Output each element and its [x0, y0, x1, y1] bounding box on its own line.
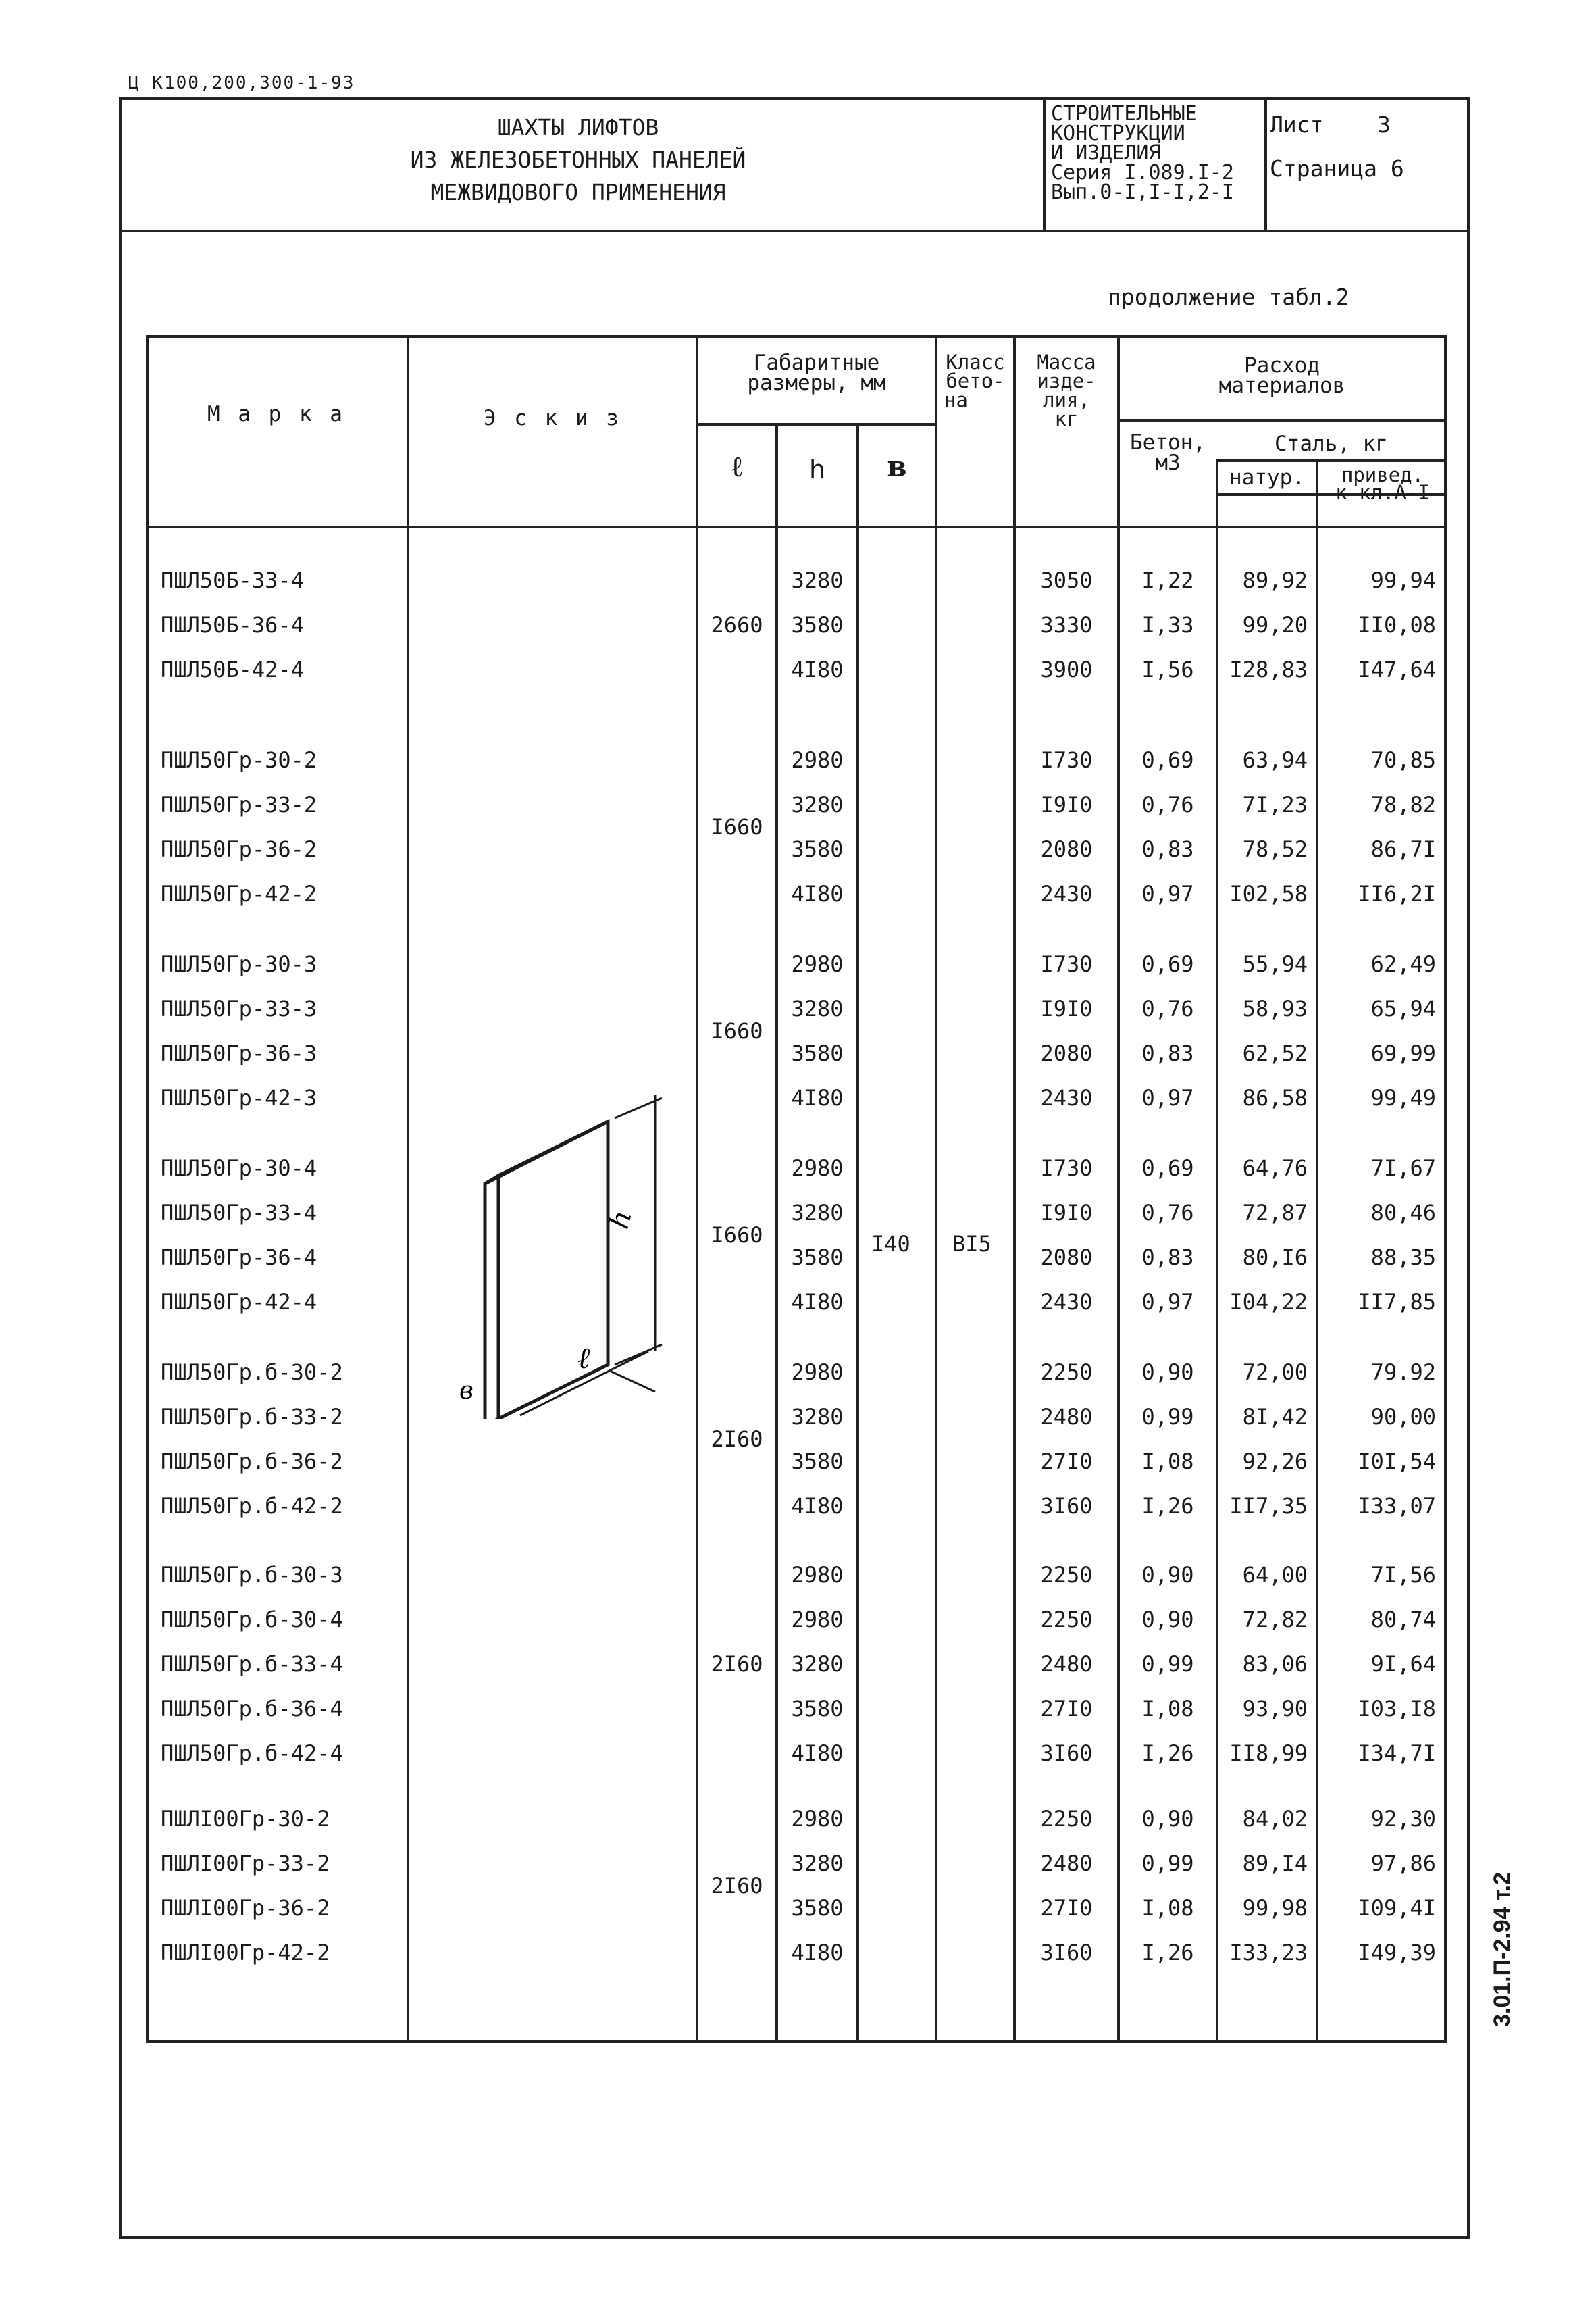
cell-concrete: 0,90	[1141, 1359, 1194, 1385]
series-block	[1051, 104, 1267, 202]
cell-mark: ПШЛ50Гр.б-30-3	[161, 1562, 343, 1588]
cell-concrete: 0,99	[1141, 1851, 1194, 1876]
column-header-mark: М а р к а	[207, 402, 345, 426]
cell-mass: 2080	[1040, 1244, 1093, 1270]
column-header-dimensions	[698, 353, 935, 393]
cell-concrete: 0,97	[1141, 1289, 1194, 1315]
table-border	[146, 335, 149, 2043]
cell-steel-natural: 99,98	[1242, 1895, 1308, 1921]
cell-mass: 3330	[1040, 612, 1093, 638]
cell-h: 2980	[791, 951, 844, 977]
document-title	[119, 111, 1037, 209]
header-line-text: изде-	[1037, 370, 1096, 393]
cell-steel-reduced: 99,49	[1370, 1085, 1436, 1111]
cell-h: 3280	[791, 792, 844, 818]
cell-steel-natural: 86,58	[1242, 1085, 1308, 1111]
cell-mark: ПШЛ50Гр.б-30-4	[161, 1607, 343, 1632]
cell-steel-reduced: 86,7I	[1370, 836, 1436, 862]
cell-mark: ПШЛ50Гр.б-33-2	[161, 1404, 343, 1430]
cell-steel-reduced: 65,94	[1370, 996, 1436, 1022]
cell-steel-reduced: I03,I8	[1358, 1696, 1436, 1721]
cell-concrete: 0,99	[1141, 1651, 1194, 1677]
cell-h: 3280	[791, 1200, 844, 1226]
header-line	[696, 423, 935, 426]
cell-mark: ПШЛ50Гр-30-2	[161, 747, 317, 773]
cell-steel-reduced: 90,00	[1370, 1404, 1436, 1430]
cell-concrete: I,08	[1141, 1895, 1194, 1921]
cell-mass: 2080	[1040, 836, 1093, 862]
cell-concrete: I,56	[1141, 657, 1194, 682]
cell-b-common: I40	[871, 1231, 910, 1257]
cell-steel-natural: 72,87	[1242, 1200, 1308, 1226]
cell-mark: ПШЛ50Гр-33-2	[161, 792, 317, 818]
cell-steel-reduced: I0I,54	[1358, 1449, 1436, 1474]
cell-h: 3280	[791, 1404, 844, 1430]
cell-concrete: 0,90	[1141, 1562, 1194, 1588]
header-line-text: Бетон,	[1130, 430, 1206, 455]
column-header-concrete-class	[937, 353, 1013, 409]
table-header-bottom	[146, 526, 1447, 528]
cell-mass: I9I0	[1040, 792, 1093, 818]
cell-steel-reduced: II0,08	[1358, 612, 1436, 638]
cell-steel-reduced: I49,39	[1358, 1940, 1436, 1965]
page-number: 6	[1390, 155, 1404, 182]
cell-steel-natural: I04,22	[1229, 1289, 1308, 1315]
cell-h: 3580	[791, 1040, 844, 1066]
cell-mass: I730	[1040, 951, 1093, 977]
header-line-text: к кл.А-I	[1335, 481, 1430, 504]
series-line: Серия I.089.I-2	[1051, 161, 1234, 184]
cell-h: 4I80	[791, 1740, 844, 1766]
cell-mark: ПШЛI00Гр-36-2	[161, 1895, 330, 1921]
cell-mark: ПШЛI00Гр-33-2	[161, 1851, 330, 1876]
sketch-label-l: ℓ	[577, 1341, 590, 1376]
header-line-text: привед.	[1341, 463, 1424, 486]
cell-mass: 27I0	[1040, 1449, 1093, 1474]
sketch-label-h: h	[603, 1207, 638, 1232]
cell-h: 2980	[791, 747, 844, 773]
cell-h: 2980	[791, 1155, 844, 1181]
cell-steel-natural: II8,99	[1229, 1740, 1308, 1766]
header-line	[1117, 419, 1447, 422]
series-line: И ИЗДЕЛИЯ	[1051, 141, 1161, 165]
column-header-mass	[1016, 353, 1117, 428]
column-header-b: в	[887, 450, 907, 483]
cell-h: 4I80	[791, 1085, 844, 1111]
cell-steel-reduced: 78,82	[1370, 792, 1436, 818]
cell-steel-natural: 62,52	[1242, 1040, 1308, 1066]
header-line-text: лия,	[1043, 388, 1090, 411]
cell-h: 3580	[791, 1895, 844, 1921]
series-line: Вып.0-I,I-I,2-I	[1051, 180, 1234, 204]
cell-mark: ПШЛI00Гр-42-2	[161, 1940, 330, 1965]
cell-mark: ПШЛ50Гр-42-3	[161, 1085, 317, 1111]
cell-class-common: BI5	[952, 1231, 992, 1257]
cell-steel-reduced: I09,4I	[1358, 1895, 1436, 1921]
table-continuation-note: продолжение табл.2	[1108, 284, 1349, 310]
cell-concrete: 0,83	[1141, 1040, 1194, 1066]
column-header-steel: Сталь, кг	[1275, 432, 1388, 456]
cell-steel-reduced: 7I,67	[1370, 1155, 1436, 1181]
cell-steel-natural: I33,23	[1229, 1940, 1308, 1965]
cell-steel-natural: 92,26	[1242, 1449, 1308, 1474]
series-line: СТРОИТЕЛЬНЫЕ	[1051, 102, 1198, 126]
cell-concrete: 0,97	[1141, 881, 1194, 907]
cell-mass: 2250	[1040, 1607, 1093, 1632]
cell-l: I660	[711, 1222, 763, 1248]
cell-steel-natural: 84,02	[1242, 1806, 1308, 1832]
cell-steel-reduced: 92,30	[1370, 1806, 1436, 1832]
column-header-l: ℓ	[731, 450, 742, 483]
cell-mark: ПШЛ50Гр-36-4	[161, 1244, 317, 1270]
panel-top-edge	[485, 1122, 608, 1184]
cell-mass: I9I0	[1040, 996, 1093, 1022]
cell-steel-reduced: II6,2I	[1358, 881, 1436, 907]
cell-mark: ПШЛ50Гр-30-3	[161, 951, 317, 977]
column-line	[696, 335, 698, 2043]
title-divider	[1043, 97, 1046, 232]
cell-h: 3580	[791, 1449, 844, 1474]
table-border	[146, 2040, 1447, 2043]
cell-h: 4I80	[791, 1940, 844, 1965]
cell-steel-natural: 93,90	[1242, 1696, 1308, 1721]
page-label: Страница	[1270, 155, 1377, 182]
header-line-text: кг	[1054, 407, 1079, 430]
column-line	[935, 335, 937, 2043]
column-header-consumption	[1120, 355, 1444, 396]
cell-steel-natural: 72,82	[1242, 1607, 1308, 1632]
cell-steel-reduced: 7I,56	[1370, 1562, 1436, 1588]
cell-concrete: I,33	[1141, 612, 1194, 638]
cell-concrete: 0,90	[1141, 1806, 1194, 1832]
cell-h: 3580	[791, 1696, 844, 1721]
cell-steel-natural: 58,93	[1242, 996, 1308, 1022]
cell-mark: ПШЛ50Гр-36-2	[161, 836, 317, 862]
cell-mark: ПШЛ50Гр.б-33-4	[161, 1651, 343, 1677]
cell-steel-natural: 80,I6	[1242, 1244, 1308, 1270]
cell-mark: ПШЛ50Гр-30-4	[161, 1155, 317, 1181]
cell-steel-reduced: I33,07	[1358, 1493, 1436, 1519]
cell-steel-natural: 83,06	[1242, 1651, 1308, 1677]
cell-steel-reduced: I34,7I	[1358, 1740, 1436, 1766]
cell-concrete: 0,83	[1141, 1244, 1194, 1270]
cell-steel-reduced: 69,99	[1370, 1040, 1436, 1066]
sheet-info	[1270, 103, 1466, 191]
cell-concrete: 0,99	[1141, 1404, 1194, 1430]
cell-mass: 2480	[1040, 1404, 1093, 1430]
cell-mass: 2250	[1040, 1562, 1093, 1588]
column-line	[856, 423, 859, 2043]
title-line: МЕЖВИДОВОГО ПРИМЕНЕНИЯ	[430, 179, 726, 205]
table-border	[146, 335, 1447, 338]
table-border	[1444, 335, 1447, 2043]
cell-concrete: I,26	[1141, 1740, 1194, 1766]
cell-mass: 2430	[1040, 1289, 1093, 1315]
sheet-label: Лист	[1270, 111, 1324, 138]
header-line-text: бето-	[946, 370, 1005, 393]
cell-mark: ПШЛ50Гр-42-2	[161, 881, 317, 907]
cell-mass: 2430	[1040, 1085, 1093, 1111]
cell-l: I660	[711, 1018, 763, 1044]
cell-steel-reduced: 79.92	[1370, 1359, 1436, 1385]
header-line-text: материалов	[1218, 374, 1345, 398]
cell-mark: ПШЛ50Б-33-4	[161, 568, 304, 593]
cell-mass: I9I0	[1040, 1200, 1093, 1226]
cell-mass: 2250	[1040, 1359, 1093, 1385]
cell-l: 2I60	[711, 1651, 763, 1677]
panel-face	[498, 1122, 608, 1419]
cell-mark: ПШЛ50Б-36-4	[161, 612, 304, 638]
panel-edge	[485, 1176, 498, 1419]
cell-concrete: 0,69	[1141, 747, 1194, 773]
cell-mark: ПШЛI00Гр-30-2	[161, 1806, 330, 1832]
cell-steel-natural: I28,83	[1229, 657, 1308, 682]
cell-concrete: 0,83	[1141, 836, 1194, 862]
cell-mass: 2480	[1040, 1651, 1093, 1677]
cell-mass: 3I60	[1040, 1740, 1093, 1766]
cell-steel-natural: 78,52	[1242, 836, 1308, 862]
cell-steel-reduced: 97,86	[1370, 1851, 1436, 1876]
cell-concrete: I,22	[1141, 568, 1194, 593]
cell-mark: ПШЛ50Гр.б-36-2	[161, 1449, 343, 1474]
cell-concrete: 0,90	[1141, 1607, 1194, 1632]
cell-steel-natural: II7,35	[1229, 1493, 1308, 1519]
cell-concrete: I,26	[1141, 1493, 1194, 1519]
cell-mass: 2480	[1040, 1851, 1093, 1876]
cell-h: 4I80	[791, 1493, 844, 1519]
cell-concrete: 0,97	[1141, 1085, 1194, 1111]
cell-steel-natural: 99,20	[1242, 612, 1308, 638]
cell-concrete: 0,69	[1141, 951, 1194, 977]
title-line: ШАХТЫ ЛИФТОВ	[497, 114, 659, 141]
cell-mark: ПШЛ50Гр.б-42-4	[161, 1740, 343, 1766]
cell-h: 2980	[791, 1562, 844, 1588]
cell-h: 3580	[791, 612, 844, 638]
cell-steel-reduced: 80,46	[1370, 1200, 1436, 1226]
cell-mark: ПШЛ50Гр.б-30-2	[161, 1359, 343, 1385]
title-line: ИЗ ЖЕЛЕЗОБЕТОННЫХ ПАНЕЛЕЙ	[410, 147, 746, 173]
cell-mass: 2430	[1040, 881, 1093, 907]
cell-h: 2980	[791, 1806, 844, 1832]
cell-l: 2I60	[711, 1426, 763, 1452]
series-line: КОНСТРУКЦИИ	[1051, 122, 1185, 145]
header-line	[1216, 459, 1447, 462]
cell-concrete: 0,76	[1141, 1200, 1194, 1226]
header-line-text: м3	[1155, 451, 1181, 475]
cell-mark: ПШЛ50Гр-36-3	[161, 1040, 317, 1066]
cell-l: 2I60	[711, 1873, 763, 1898]
cell-h: 3580	[791, 1244, 844, 1270]
cell-steel-natural: 89,92	[1242, 568, 1308, 593]
column-line	[407, 335, 409, 2043]
cell-mass: 3I60	[1040, 1940, 1093, 1965]
cell-concrete: I,26	[1141, 1940, 1194, 1965]
column-header-natural: натур.	[1229, 466, 1305, 490]
cell-mass: I730	[1040, 1155, 1093, 1181]
archive-stamp: 3.01.П-2.94 т.2	[1489, 1871, 1515, 2027]
column-header-reduced	[1318, 463, 1447, 504]
header-line-text: Расход	[1244, 353, 1320, 378]
cell-steel-reduced: 62,49	[1370, 951, 1436, 977]
cell-steel-reduced: 70,85	[1370, 747, 1436, 773]
cell-steel-reduced: 88,35	[1370, 1244, 1436, 1270]
cell-h: 3280	[791, 996, 844, 1022]
header-line-text: Масса	[1037, 351, 1096, 374]
cell-steel-natural: 89,I4	[1242, 1851, 1308, 1876]
cell-concrete: I,08	[1141, 1449, 1194, 1474]
cell-mass: 2250	[1040, 1806, 1093, 1832]
cell-steel-natural: 72,00	[1242, 1359, 1308, 1385]
cell-mass: 3050	[1040, 568, 1093, 593]
cell-h: 3280	[791, 1851, 844, 1876]
cell-steel-natural: 64,00	[1242, 1562, 1308, 1588]
cell-mark: ПШЛ50Гр-42-4	[161, 1289, 317, 1315]
cell-steel-reduced: II7,85	[1358, 1289, 1436, 1315]
cell-concrete: 0,69	[1141, 1155, 1194, 1181]
cell-mass: 3900	[1040, 657, 1093, 682]
cell-concrete: 0,76	[1141, 792, 1194, 818]
header-line-text: Класс	[946, 351, 1005, 374]
cell-steel-natural: 64,76	[1242, 1155, 1308, 1181]
cell-h: 4I80	[791, 1289, 844, 1315]
panel-sketch	[419, 1074, 689, 1419]
cell-steel-natural: 7I,23	[1242, 792, 1308, 818]
cell-mass: 2080	[1040, 1040, 1093, 1066]
cell-mark: ПШЛ50Гр-33-3	[161, 996, 317, 1022]
cell-mass: 3I60	[1040, 1493, 1093, 1519]
sketch-label-b: в	[459, 1377, 473, 1405]
cell-steel-reduced: 80,74	[1370, 1607, 1436, 1632]
cell-h: 4I80	[791, 881, 844, 907]
cell-h: 2980	[791, 1607, 844, 1632]
cell-steel-natural: 8I,42	[1242, 1404, 1308, 1430]
cell-h: 2980	[791, 1359, 844, 1385]
cell-mark: ПШЛ50Б-42-4	[161, 657, 304, 682]
cell-steel-reduced: I47,64	[1358, 657, 1436, 682]
cell-l: I660	[711, 814, 763, 840]
l-ext-line	[611, 1372, 655, 1392]
cell-mass: 27I0	[1040, 1895, 1093, 1921]
cell-mark: ПШЛ50Гр.б-36-4	[161, 1696, 343, 1721]
cell-mass: I730	[1040, 747, 1093, 773]
cell-mass: 27I0	[1040, 1696, 1093, 1721]
column-header-sketch: Э с к и з	[484, 406, 621, 430]
header-line-text: размеры, мм	[747, 371, 886, 395]
column-header-h: h	[808, 455, 826, 484]
column-header-concrete	[1120, 432, 1216, 473]
cell-concrete: 0,76	[1141, 996, 1194, 1022]
cell-steel-reduced: 9I,64	[1370, 1651, 1436, 1677]
cell-steel-natural: I02,58	[1229, 881, 1308, 907]
cell-h: 3280	[791, 1651, 844, 1677]
cell-steel-natural: 63,94	[1242, 747, 1308, 773]
cell-concrete: I,08	[1141, 1696, 1194, 1721]
sheet-number: 3	[1376, 111, 1391, 138]
cell-mark: ПШЛ50Гр-33-4	[161, 1200, 317, 1226]
document-code: Ц К100,200,300-1-93	[128, 73, 355, 93]
cell-mark: ПШЛ50Гр.б-42-2	[161, 1493, 343, 1519]
cell-h: 4I80	[791, 657, 844, 682]
cell-steel-natural: 55,94	[1242, 951, 1308, 977]
cell-h: 3280	[791, 568, 844, 593]
header-line-text: на	[944, 388, 968, 411]
cell-steel-reduced: 99,94	[1370, 568, 1436, 593]
header-line-text: Габаритные	[753, 351, 880, 375]
cell-l: 2660	[711, 612, 763, 638]
cell-h: 3580	[791, 836, 844, 862]
